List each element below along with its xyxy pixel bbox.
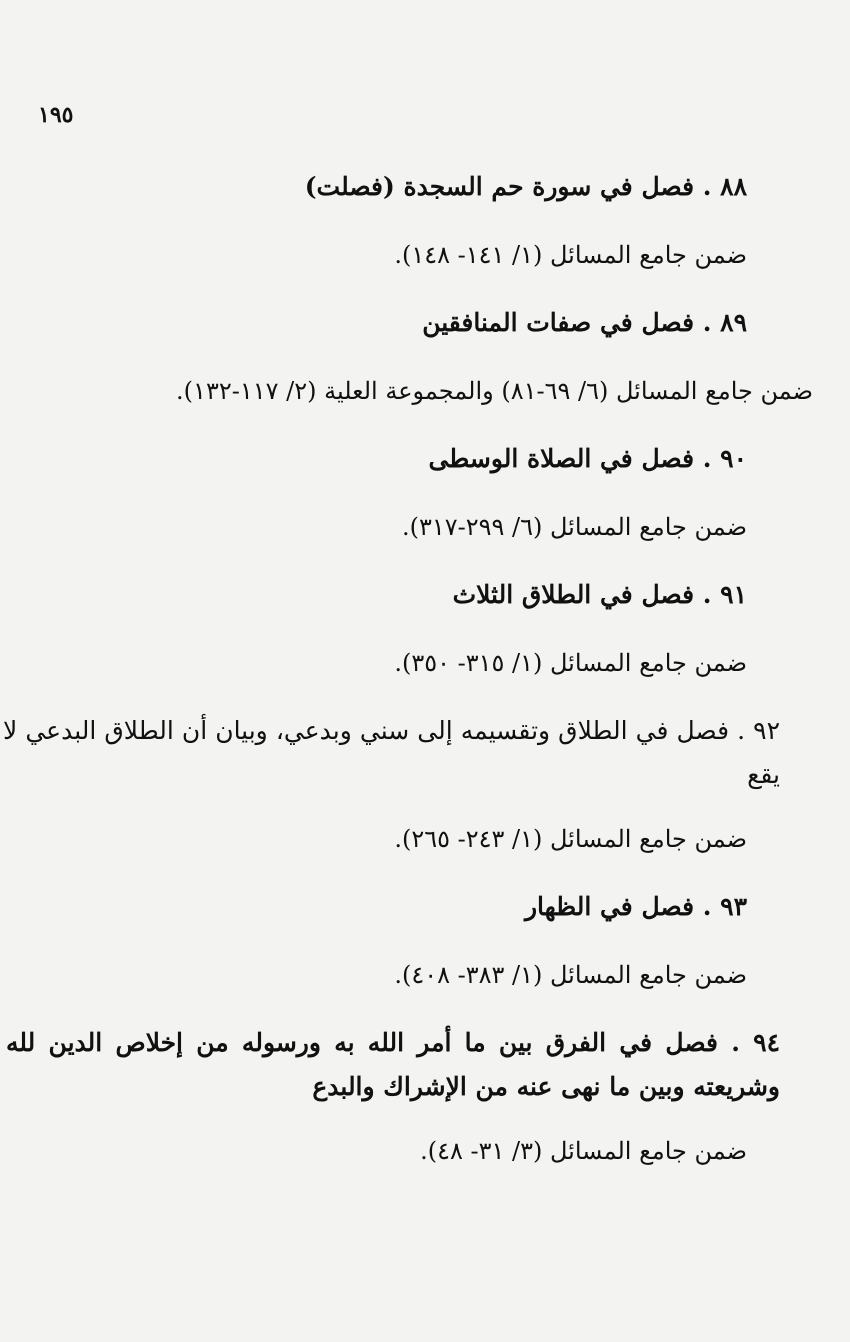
entry-90 [36, 437, 747, 549]
entry-94-source: ضمن جامع المسائل (٣/ ٣١- ٤٨). [420, 1137, 747, 1165]
entry-91 [36, 573, 747, 685]
entry-89-source: ضمن جامع المسائل (٦/ ٦٩-٨١) والمجموعة العلية (٢/ ١١٧-١٣٢). [176, 377, 813, 405]
entry-88-title: ٨٨ . فصل في سورة حم السجدة (فصلت) [304, 172, 747, 201]
page-number: ١٩٥ [38, 102, 74, 128]
entry-92-title: ٩٢ . فصل في الطلاق وتقسيمه إلى سني وبدعي، وبيان أن الطلاق البدعي لا يقع [3, 716, 780, 789]
entry-91-title: ٩١ . فصل في الطلاق الثلاث [452, 580, 747, 609]
entry-94 [6, 1021, 780, 1173]
entry-90-source: ضمن جامع المسائل (٦/ ٢٩٩-٣١٧). [401, 513, 747, 541]
entry-92-source: ضمن جامع المسائل (١/ ٢٤٣- ٢٦٥). [394, 825, 747, 853]
entry-90-title: ٩٠ . فصل في الصلاة الوسطى [428, 444, 747, 473]
entry-93-title: ٩٣ . فصل في الظهار [524, 892, 747, 921]
entry-89-title: ٨٩ . فصل في صفات المنافقين [422, 308, 747, 337]
entry-89 [36, 301, 813, 413]
entry-92 [3, 709, 780, 861]
entry-88-source: ضمن جامع المسائل (١/ ١٤١- ١٤٨). [394, 241, 747, 269]
entry-list [3, 165, 813, 1197]
entry-93 [36, 885, 747, 997]
entry-91-source: ضمن جامع المسائل (١/ ٣١٥- ٣٥٠). [394, 649, 747, 677]
entry-94-title: ٩٤ . فصل في الفرق بين ما أمر الله به ورسوله من إخلاص الدين لله وشريعته وبين ما نهى عنه من الإشراك والبدع [6, 1028, 780, 1101]
entry-93-source: ضمن جامع المسائل (١/ ٣٨٣- ٤٠٨). [394, 961, 747, 989]
entry-88 [36, 165, 747, 277]
